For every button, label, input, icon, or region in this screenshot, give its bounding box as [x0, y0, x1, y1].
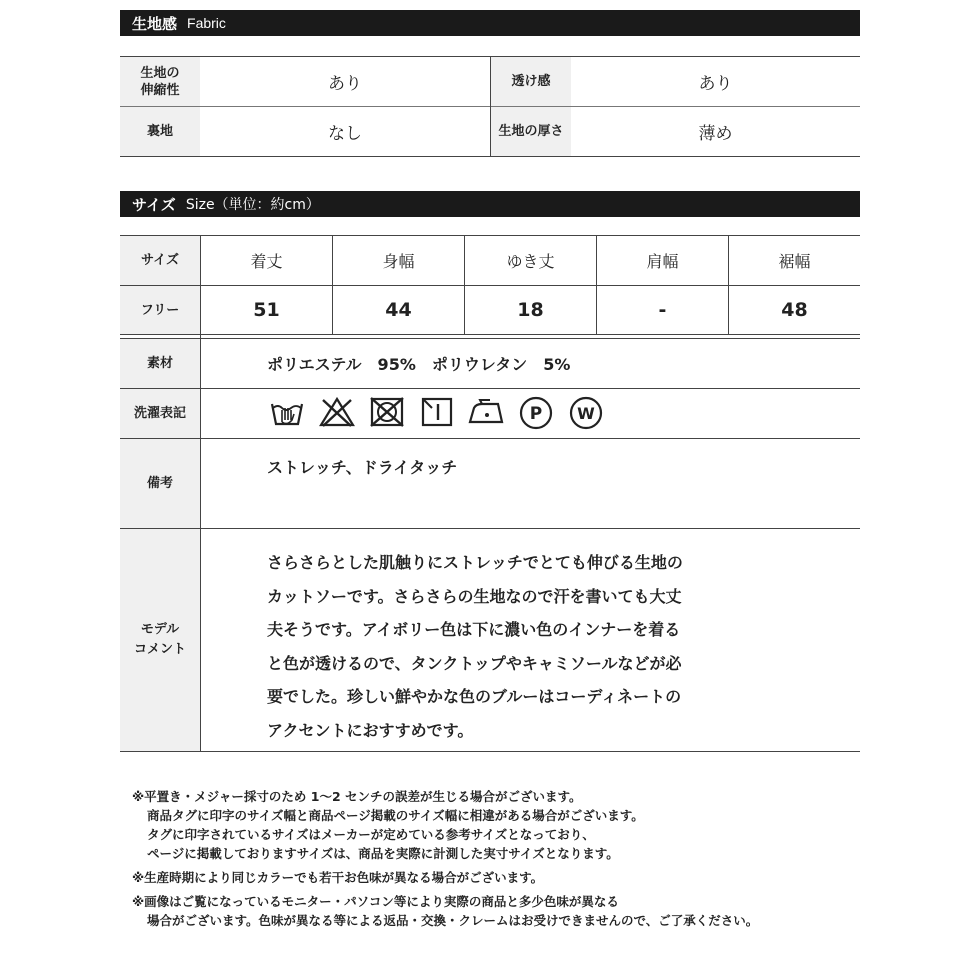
notes: [132, 787, 758, 930]
svg-text:W: W: [577, 404, 595, 423]
size-title: サイズ: [132, 195, 176, 214]
col-hem: 裾幅: [778, 252, 811, 271]
note-line: タグに印字されているサイズはメーカーが定めている参考サイズとなっており、: [147, 827, 595, 842]
col-sleeve: ゆき丈: [506, 252, 555, 271]
comment-line: アクセントにおすすめです。: [267, 720, 474, 740]
wet-clean-w-icon: [569, 396, 603, 430]
thickness-value: 薄め: [698, 124, 733, 144]
stretch-value: あり: [328, 74, 362, 94]
iron-low-icon: [468, 396, 506, 428]
comment-line: 要でした。珍しい鮮やかな色のブルーはコーディネートの: [267, 687, 682, 706]
comment-line: 夫そうです。アイボリー色は下に濃い色のインナーを着る: [267, 620, 681, 639]
material-value: ポリエステル 95% ポリウレタン 5%: [267, 355, 571, 374]
fabric-section-header: [120, 10, 860, 36]
note-line: 場合がございます。色味が異なる等による返品・交換・クレームはお受けできませんので、ご了承ください。: [147, 913, 759, 928]
material-label: 素材: [120, 339, 200, 388]
line-dry-shade-icon: [420, 396, 454, 428]
comment-line: と色が透けるので、タンクトップやキャミソールなどが必: [267, 653, 682, 673]
comment-label: モデル コメント: [120, 529, 200, 751]
note-line: ページに掲載しておりますサイズは、商品を実際に計測した実寸サイズとなります。: [147, 846, 619, 861]
value-width: 44: [385, 299, 412, 321]
size-section-header: [120, 191, 860, 217]
size-header-label: サイズ: [120, 236, 200, 285]
comment-line: カットソーです。さらさらの生地なので汗を書いても大丈: [267, 586, 682, 606]
remarks-value: ストレッチ、ドライタッチ: [267, 458, 458, 477]
value-hem: 48: [781, 299, 808, 321]
note-line: 商品タグに印字のサイズ幅と商品ページ掲載のサイズ幅に相違がある場合がございます。: [147, 808, 644, 823]
lining-value: なし: [328, 124, 362, 144]
value-length: 51: [253, 299, 280, 321]
sheer-label: 透け感: [491, 57, 571, 106]
col-length: 着丈: [250, 252, 283, 271]
hand-wash-icon: [270, 396, 304, 428]
col-width: 身幅: [382, 252, 415, 271]
size-row-label: フリー: [120, 286, 200, 334]
care-label: 洗濯表記: [120, 389, 200, 438]
fabric-subtitle: Fabric: [187, 15, 226, 31]
no-tumble-dry-icon: [369, 396, 405, 428]
dry-clean-p-icon: [519, 396, 553, 430]
comment-line: さらさらとした肌触りにストレッチでとても伸びる生地の: [267, 553, 683, 572]
note-line: ※画像はご覧になっているモニター・パソコン等により実際の商品と多少色味が異なる: [132, 894, 619, 909]
value-shoulder: -: [658, 299, 667, 321]
lining-label: 裏地: [120, 107, 200, 156]
thickness-label: 生地の厚さ: [491, 107, 571, 156]
stretch-label: 生地の 伸縮性: [120, 57, 200, 106]
model-comment: [267, 546, 683, 747]
svg-text:P: P: [529, 404, 543, 424]
no-bleach-icon: [319, 396, 355, 428]
value-sleeve: 18: [517, 299, 544, 321]
note-line: ※平置き・メジャー採寸のため 1〜2 センチの誤差が生じる場合がございます。: [132, 789, 582, 804]
fabric-title: 生地感: [132, 14, 178, 33]
note-line: ※生産時期により同じカラーでも若干お色味が異なる場合がございます。: [132, 870, 544, 885]
size-subtitle: Size（単位：約cm）: [185, 197, 320, 213]
remarks-label: 備考: [120, 439, 200, 528]
col-shoulder: 肩幅: [646, 252, 679, 271]
sheer-value: あり: [698, 74, 733, 94]
